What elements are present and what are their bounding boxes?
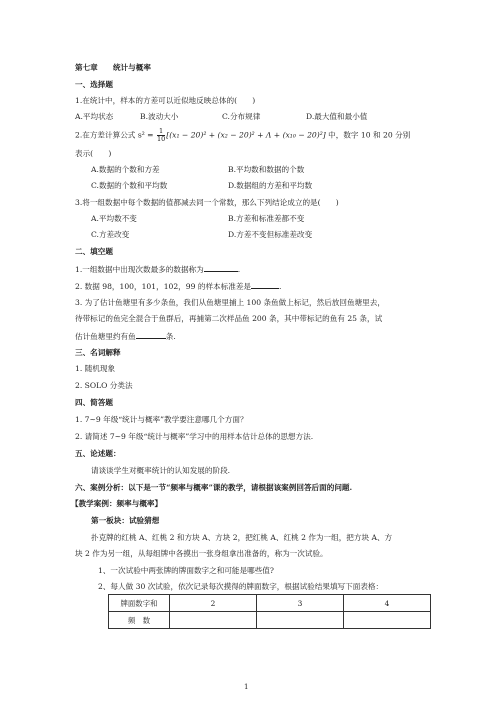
q3-option-b: B.方差和标准差都不变 xyxy=(228,214,305,223)
case-question-2: 2、每人做 30 次试验，依次记录每次摸得的牌面数字，根据试验结果填写下面表格： xyxy=(98,582,384,591)
q3-stem: 3.将一组数据中每个数据的值都减去同一个常数，那么下列结论成立的是( ) xyxy=(75,198,339,207)
term-item: 2. SOLO 分类法 xyxy=(75,381,133,390)
q1-option-a: A.平均状态 xyxy=(75,112,114,121)
case-title: 【教学案例：频率与概率】 xyxy=(71,499,163,508)
page-number: 1 xyxy=(244,683,249,691)
fill-q3-line1: 3. 为了估计鱼塘里有多少条鱼，我们从鱼塘里捕上 100 条鱼做上标记，然后放回鱼塘里去， xyxy=(75,298,385,307)
fill-q1-end: . xyxy=(237,265,241,274)
fill-q3-line3 xyxy=(75,330,176,342)
case-para-line2: 块 2 作为另一组，从每组牌中各摸出一张身组拿出准备的，称为一次试验。 xyxy=(75,549,328,558)
fill-q1 xyxy=(75,263,240,275)
section-heading-fill: 二、填空题 xyxy=(75,247,113,256)
short-answer-item: 2. 请简述 7~9 年级“统计与概率”学习中的用样本估计总体的思想方法. xyxy=(75,432,314,441)
q3-option-c: C.方差改变 xyxy=(91,230,130,239)
table-header-cell: 牌面数字和 xyxy=(109,595,170,612)
table-cell: 频 数 xyxy=(109,612,170,629)
section-heading-choice: 一、选择题 xyxy=(75,80,113,89)
essay-prompt: 请谈谈学生对概率统计的认知发展的阶段. xyxy=(91,466,231,475)
block-title: 第一板块：试验猜想 xyxy=(91,516,160,525)
table-cell xyxy=(170,612,257,629)
section-heading-short: 四、简答题 xyxy=(75,398,113,407)
case-para-line1: 扑克牌的红桃 A、红桃 2 和方块 A、方块 2，把红桃 A、红桃 2 作为一组，把方块 A、方 xyxy=(91,533,393,542)
q3-option-a: A.平均数不变 xyxy=(91,214,137,223)
table-header-cell: 4 xyxy=(344,595,431,612)
q2-option-b: B.平均数和数据的个数 xyxy=(228,165,305,174)
q2-option-a: A.数据的个数和方差 xyxy=(91,165,160,174)
section-heading-terms: 三、名词解释 xyxy=(75,348,121,357)
table-header-cell: 2 xyxy=(170,595,257,612)
short-answer-item: 1. 7~9 年级“统计与概率”教学要注意哪几个方面？ xyxy=(75,415,248,424)
table-row xyxy=(109,595,431,612)
table-row xyxy=(109,612,431,629)
answer-blank xyxy=(251,280,282,291)
q1-option-b: B.波动大小 xyxy=(140,112,179,121)
fill-q2 xyxy=(75,280,281,292)
chapter-title: 第七章 统计与概率 xyxy=(75,63,151,72)
fill-q2-text: 2. 数据 98，100，101，102，99 的样本标准差是 xyxy=(75,282,252,291)
fill-q3-text: 估计鱼塘里约有鱼 xyxy=(75,332,136,341)
frequency-table xyxy=(108,594,431,629)
q2-option-c: C.数据的个数和平均数 xyxy=(91,181,168,190)
case-question-1: 1、一次试验中两张牌的牌面数字之和可能是哪些值? xyxy=(98,566,274,575)
formula-fraction: $\frac{1}{10}$ xyxy=(156,127,166,143)
fill-q1-text: 1.一组数据中出现次数最多的数据称为 xyxy=(75,265,204,274)
fill-q3-line2: 待带标记的鱼完全混合于鱼群后，再捕第二次样品鱼 200 条，其中带标记的鱼有 25 条，试 xyxy=(75,314,383,323)
q1-stem: 1.在统计中，样本的方差可以近似地反映总体的( ) xyxy=(75,96,256,105)
q3-option-d: D.方差不变但标准差改变 xyxy=(228,230,313,239)
table-cell xyxy=(344,612,431,629)
q2-post: 中，数字 10 和 20 分别 xyxy=(325,130,411,140)
q1-option-c: C.分布规律 xyxy=(222,112,261,121)
q2-option-d: D.数据组的方差和平均数 xyxy=(228,181,313,190)
answer-blank xyxy=(136,330,166,339)
q2-stem xyxy=(75,128,410,143)
answer-blank xyxy=(204,263,241,274)
section-heading-case: 六、案例分析：以下是一节“频率与概率”课的教学，请根据该案例回答后面的问题. xyxy=(75,483,353,492)
fill-q2-end: . xyxy=(279,282,282,291)
table-header-cell: 3 xyxy=(257,595,344,612)
variance-formula: [(x₁ − 20)² + (x₂ − 20)² + Λ + (x₁₀ − 20)²] xyxy=(166,130,326,140)
q2-continuation: 表示( ) xyxy=(75,149,112,158)
fill-q3-end: 条. xyxy=(165,332,176,341)
q1-option-d: D.最大值和最小值 xyxy=(306,112,368,121)
term-item: 1. 随机现象 xyxy=(75,364,116,373)
section-heading-essay: 五、论述题： xyxy=(75,449,121,458)
q2-pre: 2.在方差计算公式 s² = xyxy=(75,130,154,140)
table-cell xyxy=(257,612,344,629)
